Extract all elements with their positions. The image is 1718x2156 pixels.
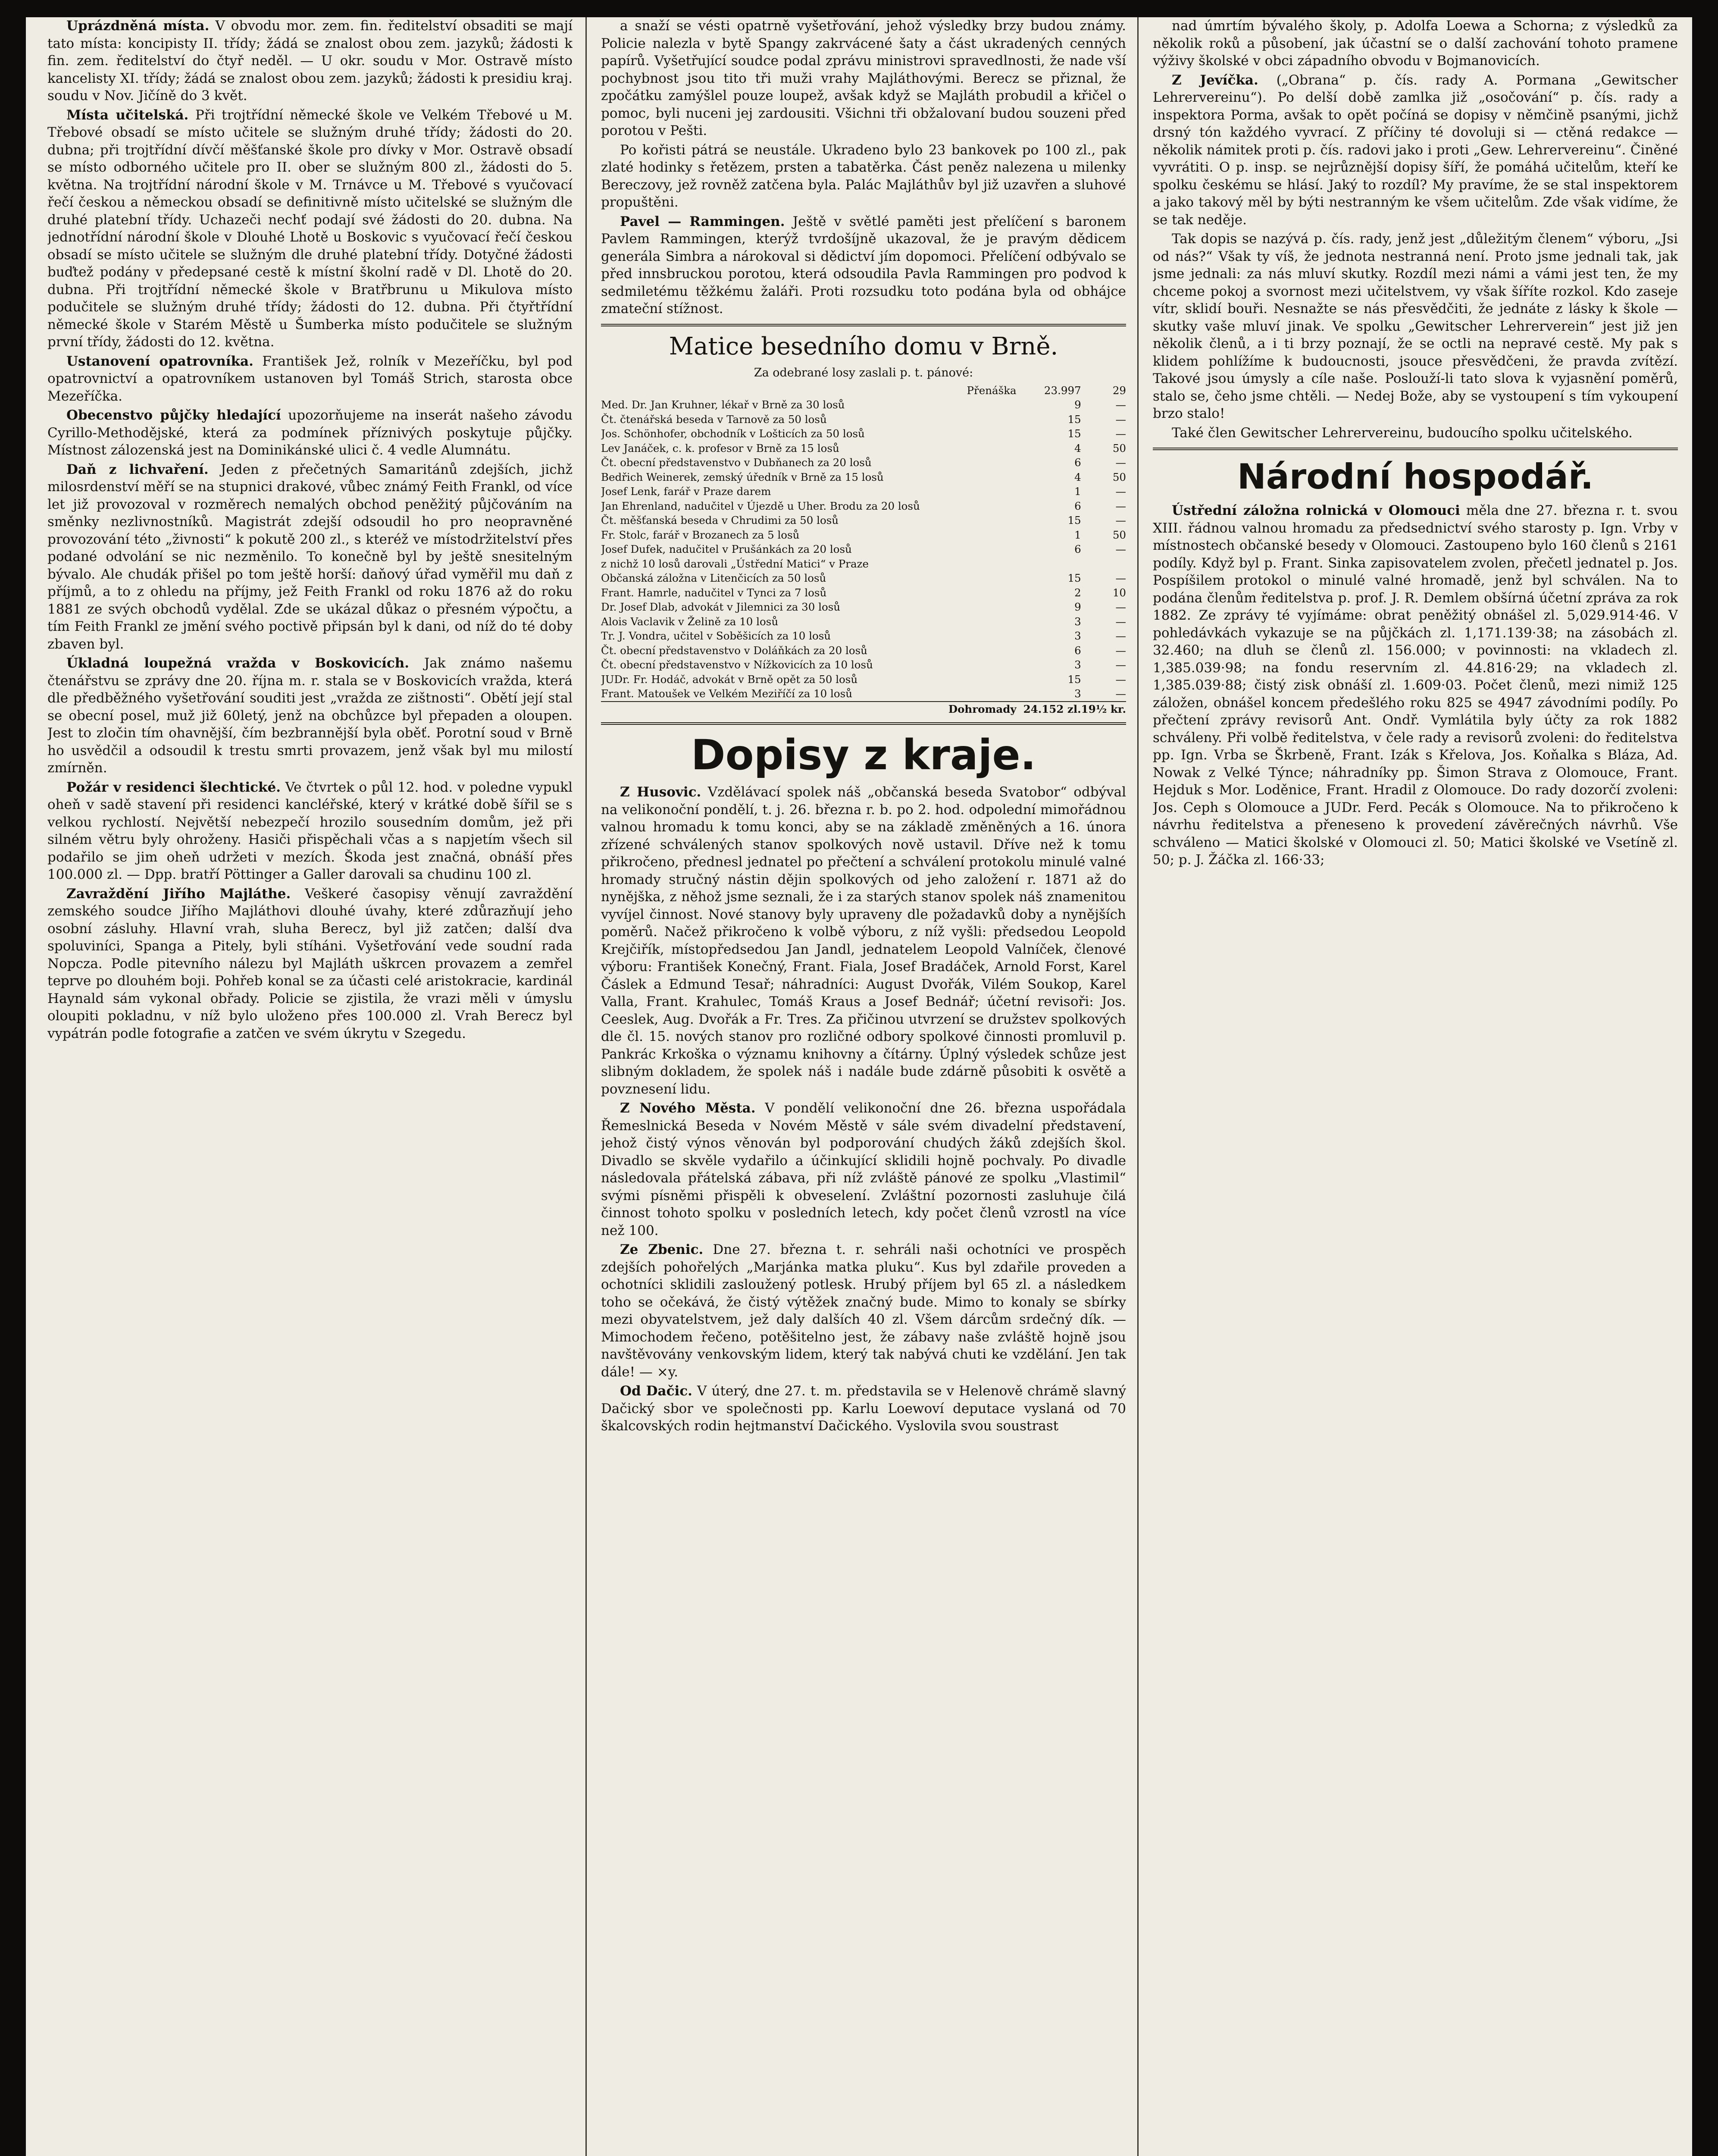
article-paragraph xyxy=(47,407,573,459)
matice-section xyxy=(601,332,1126,717)
article-paragraph xyxy=(47,353,573,405)
article-text: Při trojtřídní německé škole ve Velkém Třebové u M. Třebové obsadí se místo učitele se služným druhé třídy; žádosti do 20. dubna; při trojtřídní dívčí měšťanské škole pro dívky v Mor. Ostravě obsadí se místo odborného učitele pro II. ober se služným 800 zl., žádosti do 5. května. Na trojtřídní národní škole v M. Trnávce u M. Třebové s vyučovací řečí českou a německou obsadí se definitivně místo učitelské se služným dle druhé platební třídy. Uchazeči nechť podají své žádosti do 20. dubna. Na jednotřídní národní škole v Dlouhé Lhotě u Boskovic s vyučovací řečí českou obsadí se místo učitele se služným dle druhé platební třídy. Dotyčné žádosti buďtež podány v předepsané cestě k místní školní radě v Dl. Lhotě do 20. dubna. Při trojtřídní německé škole v Bratřbrunu u Mikulova místo podučitele se služným druhé třídy; žádosti do 12. dubna. Při čtyřtřídní německé škole v Starém Městě u Šumberka místo podučitele se služným první třídy, žádosti do 12. května. xyxy=(47,107,573,350)
article-lead: Z Husovic. xyxy=(620,784,701,800)
article-lead: Ustanovení opatrovníka. xyxy=(66,353,253,369)
section-rule xyxy=(601,722,1126,725)
article-text: Ve čtvrtek o půl 12. hod. v poledne vypukl oheň v sadě stavení při residenci kancléřské, který v krátké době šířil se s velkou rychlostí. Největší nebezpečí hrozilo sousedním domům, jež při silném větru byly ohroženy. Hasiči přispěchali včas a s napjetím všech sil podařilo se jim oheň udržeti v mezích. Škoda jest značná, obnáší přes 100.000 zl. — Dpp. bratří Pöttinger a Galler darovali sa chudinu 100 zl. xyxy=(47,779,573,882)
article-paragraph xyxy=(47,779,573,884)
col3-articles xyxy=(1153,17,1678,442)
article-text: („Obrana“ p. čís. rady A. Pormana „Gewitscher Lehrervereinu“). Po delší době zamlka již „osočování“ p. čís. rady a inspektora Porma, avšak to opět počíná se dopisy v němčině psanými, jichž drsný tón každého vyvrací. Z příčiny té dovoluji si — ctěná redakce — několik námitek proti p. čís. radovi jako i proti „Gew. Lehrervereinu“. Činěné vyvrátiti. O p. insp. se nejrůznější dopisy šíří, že pomáhá učitelům, kteří ke spolku českému se hlásí. Jaký to rozdíl? My pravíme, že se stal inspektorem a jako takový měl by býti nestranným ke všem učitelům. Zde však vidíme, že se tak neděje. xyxy=(1153,72,1678,228)
article-text: upozorňujeme na inserát našeho závodu Cyrillo-Methodějské, která za podmínek příznivých poskytuje půjčky. Místnost zálozenská jest na Dominikánské ulici č. 4 vedle Alumnátu. xyxy=(47,407,573,458)
article-text: Jeden z přečetných Samaritánů zdejších, jichž milosrdenství měří se na stupnici drakové, vůbec známý Feith Frankl, od více let již provozoval v rozměrech nemalých obchod peněžitý půjčováním na směnky nezlivnostníků. Magistrát zdejší odsoudil ho pro neopravněné provozování této „živnosti“ k pokutě 200 zl., s kteréž ve místodržitelství přes podané odvolání se nic nezměnilo. To konečně byl by ještě snesitelným bývalo. Ale chudák přišel po tom ještě horší: daňový úřad vyměřil mu daň z příjmů, a to z ohledu na příjmy, jež Feith Frankl od roku 1876 až do roku 1881 ze svých obchodů vydělal. Zde se ukázal důkaz o přesném výpočtu, a tím Feith Frankl ze jmění svého poctivě připsán byl k dani, od níž do té doby zbaven byl. xyxy=(47,461,573,652)
col1-articles xyxy=(47,17,573,1042)
matice-subtitle: Za odebrané losy zaslali p. t. pánové: xyxy=(754,366,973,379)
donor-row: Alois Vaclavik v Želině za 10 losů 3 — xyxy=(601,615,1126,628)
article-paragraph xyxy=(1153,72,1678,229)
article-text: Také člen Gewitscher Lehrervereinu, budoucího spolku učitelského. xyxy=(1172,425,1633,441)
donor-row: Lev Janáček, c. k. profesor v Brně za 15 losů 4 50 xyxy=(601,442,1126,454)
column-middle xyxy=(601,17,1126,2156)
article-lead: Z Nového Města. xyxy=(620,1100,756,1116)
article-paragraph xyxy=(47,107,573,351)
col2-intro xyxy=(601,17,1126,211)
donor-row: Frant. Matoušek ve Velkém Meziříčí za 10 losů 3 — xyxy=(601,687,1126,700)
article-paragraph xyxy=(601,1241,1126,1381)
article-paragraph xyxy=(47,655,573,777)
article-lead: Ze Zbenic. xyxy=(620,1242,704,1257)
donor-row: Josef Lenk, farář v Praze darem 1 — xyxy=(601,485,1126,498)
article-paragraph xyxy=(47,461,573,653)
article-text: V pondělí velikonoční dne 26. března uspořádala Řemeslnická Beseda v Novém Městě v sále svém divadelní představení, jehož čistý výnos věnován byl podporování chudých žáků zdejších škol. Divadlo se skvěle vydařilo a účinkující sklidili hojně pochvaly. Po divadle následovala přátelská zábava, při níž zvláště pánové ze spolku „Vlastimil“ svými písněmi přispěli k obveselení. Zvláštní pozornosti zasluhuje čilá činnost tohoto spolku v posledních letech, kdy počet členů vzrostl na více než 100. xyxy=(601,1100,1126,1238)
dopisy-title: Dopisy z kraje. xyxy=(691,731,1036,779)
article-lead: Místa učitelská. xyxy=(66,107,189,123)
matice-title: Matice besedního domu v Brně. xyxy=(669,332,1058,360)
article-paragraph xyxy=(601,1100,1126,1239)
article-text: měla dne 27. března r. t. svou XIII. řádnou valnou hromadu za předsednictví svého starosty p. Ign. Vrby v místnostech občanské besedy v Olomouci. Zastoupeno bylo 160 členů s 2161 podíly. Když byl p. Frant. Sinka zapisovatelem zvolen, přečetl jednatel p. Jos. Pospíšilem protokol o minulé valné hromadě, jenž byl schválen. Na to podána členům ředitelstva p. prof. J. R. Demlem obšírná účetní zpráva za rok 1882. Ze zprávy té vyjímáme: obrat peněžitý obnášel zl. 5,029.914·46. V pohledávkách vykazuje se na půjčkách zl. 1,171.139·38; na zásobách zl. 32.460; na dluh se členů zl. 156.000; v povinnosti: na vkladech zl. 1,385.039·98; na fondu reservním zl. 44.816·29; na vkladech zl. 1,385.039·88; čistý zisk obnáší zl. 1.609·03. Počet členů, mezi nimiž 125 záložen, obnášel koncem předešlého roku 825 se 4947 závodními podíly. Po přečtení zprávy revisorů Ant. Ondř. Vymlátila byly účty za rok 1882 schváleny. Při volbě ředitelstva, v čele rady a revisorů zvoleni: do ředitelstva pp. Ign. Vrba se Škrbeně, Frant. Izák s Křelova, Jos. Koňalka s Bláza, Ad. Nowak z Velké Týnce; náhradníky pp. Šimon Strava z Olomouce, Frant. Hejduk s Mor. Loděnice, Frant. Hradil z Olomouce. Do rady dozorčí zvoleni: Jos. Ceph s Olomouce a JUDr. Ferd. Pecák s Olomouce. Na to přikročeno k návrhu ředitelstva a přeneseno k provedení závěrečných návrhů. Vše schváleno — Matici školské v Olomouci zl. 50; Matici školské ve Vsetíně zl. 50; p. J. Žáčka zl. 166·33; xyxy=(1153,503,1678,868)
article-paragraph xyxy=(47,885,573,1043)
donor-row: Frant. Hamrle, nadučitel v Tynci za 7 losů 2 10 xyxy=(601,586,1126,599)
article-paragraph: Po kořisti pátrá se neustále. Ukradeno bylo 23 bankovek po 100 zl., pak zlaté hodinky s řetězem, prsten a tabatěrka. Část peněz nalezena u milenky Bereczovy, jež rovněž zatčena byla. Palác Majláthův byl již uzavřen a sluhové propuštěni. xyxy=(601,142,1126,210)
article-lead: Požár v residenci šlechtické. xyxy=(66,779,281,795)
column-left xyxy=(47,17,573,2156)
column-right xyxy=(1153,17,1678,2156)
donor-row: Jos. Schönhofer, obchodník v Lošticích za 50 losů 15 — xyxy=(601,427,1126,440)
donor-row: Čt. obecní představenstvo v Nížkovicích za 10 losů 3 — xyxy=(601,658,1126,671)
article-text: Dne 27. března t. r. sehráli naši ochotníci ve prospěch zdejších pohořelých „Marjánka matka pluku“. Kus byl zdařile proveden a ochotníci sklidili zasloužený potlesk. Hrubý příjem byl 65 zl. a následkem toho se očekává, že čistý výtěžek značný bude. Mimo to konaly se sbírky mezi obyvatelstvem, jež daly dalších 40 zl. Všem dárcům srdečný dík. — Mimochodem řečeno, potěšitelno jest, že zábavy naše zvláště hojně jsou navštěvovány venkovským lidem, který tak nabývá chuti ke vzdělání. Jen tak dále! — ×y. xyxy=(601,1242,1126,1380)
newspaper-page xyxy=(26,17,1692,2156)
article-text: V úterý, dne 27. t. m. představila se v Helenově chrámě slavný Dačický sbor ve společnosti pp. Karlu Loewoví deputace vyslaná od 70 škalcovských rodin hejtmanství Dačického. Vyslovila svou soustrast xyxy=(601,1383,1126,1434)
article-text: V obvodu mor. zem. fin. ředitelství obsaditi se mají tato místa: koncipisty II. třídy; žádá se znalost obou zem. jazyků; žádosti k fin. zem. ředitelství do čtyř neděl. — U okr. soudu v Mor. Ostravě místo kancelisty XI. třídy; žádá se znalost obou zem. jazyků; žádosti k presidiu kraj. soudu v Nov. Jičíně do 3 květ. xyxy=(47,18,573,103)
article-lead: Obecenstvo půjčky hledající xyxy=(66,407,281,423)
donor-total-row: Dohromady 24.152 zl. 19½ kr. xyxy=(601,702,1126,717)
article-text: Tak dopis se nazývá p. čís. rady, jenž jest „důležitým členem“ výboru, „Jsi od nás?“ Však ty víš, že jednota nestranná není. Proto jsme jednali tak, jak jsme jednali: za nás mluví skutky. Rozdíl mezi námi a vámi jest ten, že my chceme pokoj a svornost mezi učitelstvem, vy však šíříte rozkol. Kdo zaseje vítr, sklidí bouři. Nesnažte se nás přesvědčiti, že jednáte z lásky k škole — skutky vaše mluví jinak. Ve spolku „Gewitscher Lehrerverein“ jest již jen několik členů, a i ti brzy poznají, že se octli na nepravé cestě. My pak s klidem pohlížíme k budoucnosti, jsouce přesvědčeni, že pravda zvítězí. Takové jsou úmysly a cíle naše. Poslouží-li tato slova k vyjasnění poměrů, stalo se, čeho jsme chtěli. — Nedej Bože, aby se vystoupení s tím vykoupení brzo stalo! xyxy=(1153,231,1678,421)
donor-row: Fr. Stolc, farář v Brozanech za 5 losů 1 50 xyxy=(601,528,1126,541)
column-divider xyxy=(1137,17,1139,2156)
narodni-title: Národní hospodář. xyxy=(1237,457,1594,497)
donor-carry-row: Přenáška 23.997 29 xyxy=(967,384,1126,397)
section-rule xyxy=(601,324,1126,326)
article-lead: Daň z lichvaření. xyxy=(66,461,209,477)
donor-row: Občanská záložna v Litenčicích za 50 losů 15 — xyxy=(601,572,1126,584)
article-lead: Od Dačic. xyxy=(620,1383,692,1399)
narodni-articles xyxy=(1153,502,1678,869)
donor-row: Čt. měšťanská beseda v Chrudimi za 50 losů 15 — xyxy=(601,514,1126,526)
article-text: Jak známo našemu čtenářstvu se zprávy dne 20. října m. r. stala se v Boskovicích vražda, která dle předběžného vyšetřování souditi jest „vražda ze zištnosti“. Obětí její stal se obecní posel, muž již 60letý, jenž na obchůzce byl přepaden a oloupen. Jest to zločin tím ohavnější, čím bezbrannější byla oběť. Porotní soud v Brně ho usvědčil a odsoudil k trestu smrti provazem, jenž však byl mu milostí zmírněn. xyxy=(47,655,573,776)
article-paragraph xyxy=(47,17,573,105)
article-paragraph xyxy=(1153,502,1678,869)
donor-row: Dr. Josef Dlab, advokát v Jilemnici za 30 losů 9 — xyxy=(601,601,1126,613)
donor-row: z nichž 10 losů darovali „Ústřední Matici“ v Praze xyxy=(601,557,869,570)
article-paragraph xyxy=(1153,424,1678,442)
donor-row: Čt. obecní představenstvo v Dubňanech za 20 losů 6 — xyxy=(601,456,1126,469)
donor-row: Čt. čtenářská beseda v Tarnově za 50 losů 15 — xyxy=(601,413,1126,426)
donor-row: Čt. obecní představenstvo v Doláňkách za 20 losů 6 — xyxy=(601,644,1126,657)
section-rule xyxy=(1153,448,1678,450)
article-lead: Uprázdněná místa. xyxy=(66,18,210,34)
article-lead: Ústřední záložna rolnická v Olomouci xyxy=(1172,503,1460,518)
dopisy-articles xyxy=(601,783,1126,1435)
article-text: nad úmrtím bývalého školy, p. Adolfa Loewa a Schorna; z výsledků za několik roků a působení, jak účastní se o další zachování tohoto pramene výživy školské v obci západního obvodu v Bojmanovicích. xyxy=(1153,18,1678,69)
article-paragraph xyxy=(1153,230,1678,423)
article-text: Veškeré časopisy věnují zavraždění zemského soudce Jiřího Majláthovi dlouhé úvahy, které zdůrazňují jeho osobní zásluhy. Hlavní vrah, sluha Berecz, byl již zatčen; další dva spoluviníci, Spanga a Pitely, byli stíháni. Vyšetřování vede soudní rada Nopcza. Podle pitevního nálezu byl Majláth uškrcen provazem a zemřel teprve po dlouhém boji. Pohřeb konal se za účasti celé aristokracie, kardinál Haynald sám vykonal obřady. Policie se zjistila, že vrazi měli v úmyslu oloupiti pokladnu, v níž bylo uloženo přes 100.000 zl. Vrah Berecz byl vypátrán podle fotografie a zatčen ve svém úkrytu v Szegedu. xyxy=(47,886,573,1041)
article-text: Vzdělávací spolek náš „občanská beseda Svatobor“ odbýval na velikonoční pondělí, t. j. 26. března r. b. po 2. hod. odpolední mimořádnou valnou hromadu k tomu konci, aby se na základě změněných a 16. února zřízené schválených stanov spolkových nově ustavil. Dříve než k tomu přikročeno, přednesl jednatel po přečtení a schválení protokolu minulé valné hromady stručný nástin dějin spolkových od jeho založení r. 1871 až do nynějška, z něhož jsme seznali, že i za starých stanov spolek náš znamenitou vyvíjel činnost. Nové stanovy byly upraveny dle požadavků doby a nynějších poměrů. Načež přikročeno k volbě výboru, z níž vyšli: předsedou Leopold Krejčiřík, místopředsedou Jan Jandl, jednatelem Leopold Valníček, členové výboru: František Konečný, Frant. Fiala, Josef Bradáček, Arnold Forst, Karel Čáslek a Edmund Tesař; náhradníci: August Dvořák, Vilém Soukop, Karel Valla, Frant. Krahulec, Tomáš Kraus a Josef Bednář; účetní revisoři: Jos. Ceeslek, Aug. Dvořák a Fr. Tres. Za přičinou utvrzení se družstev spolkových dle čl. 15. nových stanov pro rozličné odbory spolkové činnosti promluvil p. Pankrác Krkoška o významu knihovny a čítárny. Úplný výsledek schůze jest slibným dokladem, že spolek náš i nadále bude zdárně působiti k osvětě a povznesení lidu. xyxy=(601,784,1126,1097)
article-lead: Úkladná loupežná vražda v Boskovicích. xyxy=(66,655,410,671)
donor-row: Josef Dufek, nadučitel v Prušánkách za 20 losů 6 — xyxy=(601,543,1126,555)
donor-table xyxy=(601,383,1126,717)
donor-row: JUDr. Fr. Hodáč, advokát v Brně opět za 50 losů 15 — xyxy=(601,673,1126,686)
article-paragraph xyxy=(1153,17,1678,70)
column-divider xyxy=(585,17,587,2156)
donor-row: Jan Ehrenland, nadučitel v Újezdě u Uher. Brodu za 20 losů 6 — xyxy=(601,499,1126,512)
article-paragraph xyxy=(601,783,1126,1098)
article-lead: Z Jevíčka. xyxy=(1172,72,1258,88)
donor-row: Med. Dr. Jan Kruhner, lékař v Brně za 30 losů 9 — xyxy=(601,398,1126,411)
article-lead: Zavraždění Jiřího Majláthe. xyxy=(66,886,291,902)
article-paragraph xyxy=(601,1382,1126,1435)
article-pavel: Pavel — Rammingen. Ještě v světlé paměti jest přelíčení s baronem Pavlem Rammingen, kterýž tvrdošíjně ukazoval, že je pravým dědicem generála Simbra a nárokoval si dědictví jím dopomoci. Přelíčení odbývalo se před innsbruckou porotou, která odsoudila Pavla Rammingen pro podvod k sedmiletému těžkému žaláři. Proti rozsudku toto podána byla od obhájce zmateční stížnost. xyxy=(601,213,1126,317)
donor-row: Tr. J. Vondra, učitel v Soběšicích za 10 losů 3 — xyxy=(601,630,1126,642)
donor-row: Bedřich Weinerek, zemský úředník v Brně za 15 losů 4 50 xyxy=(601,470,1126,483)
article-text: František Jež, rolník v Mezeříčku, byl pod opatrovnictví a opatrovníkem ustanoven byl Tomáš Strich, starosta obce Mezeříčka. xyxy=(47,353,573,404)
article-paragraph: a snaží se vésti opatrně vyšetřování, jehož výsledky brzy budou známy. Policie nalezla v bytě Spangy zakrvácené šaty a část ukradených cenných papírů. Vyšetřující soudce podal zprávu ministrovi spravedlnosti, že nade vší pochybnost jsou tito tři muži vrahy Majláthovými. Berecz se přiznal, že zpočátku zamýšlel pouze loupež, avšak když se Majláth probudil a křičel o pomoc, byli nuceni jej zardousiti. Všichni tři obžalovaní budou souzeni před porotou v Pešti. xyxy=(601,18,1126,138)
